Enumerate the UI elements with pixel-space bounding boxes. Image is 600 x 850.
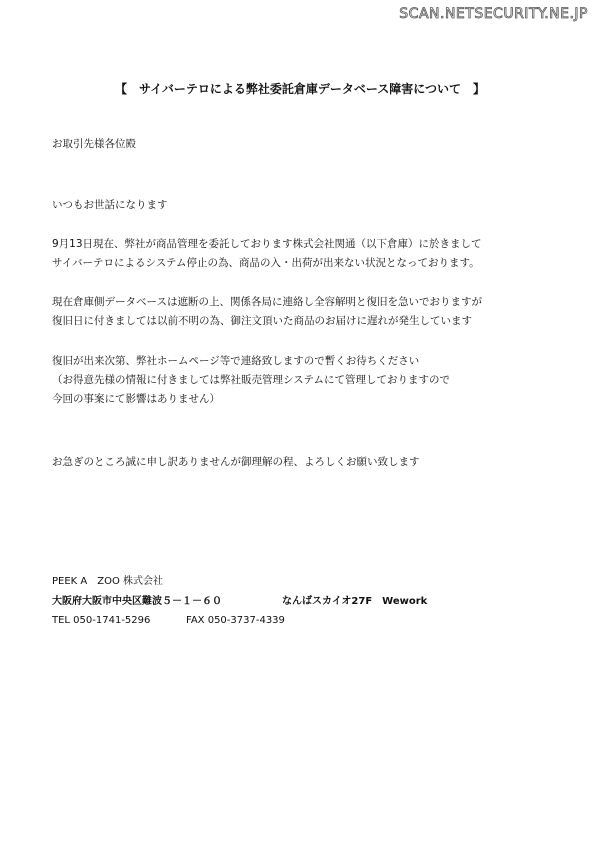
- greeting: いつもお世話になります: [52, 199, 168, 211]
- company-building: なんばスカイオ27F Wework: [282, 596, 428, 607]
- paragraph3-line1: 復旧が出来次第、弊社ホームページ等で連絡致しますので暫くお待ちください: [52, 355, 420, 367]
- closing-line: お急ぎのところ誠に申し訳ありませんが御理解の程、よろしくお願い致します: [52, 456, 420, 468]
- paragraph1-line1: 9月13日現在、弊社が商品管理を委託しております株式会社関通（以下倉庫）に於きまして: [52, 238, 482, 250]
- company-fax: FAX 050-3737-4339: [186, 615, 285, 626]
- site-watermark: SCAN.NETSECURITY.NE.JP: [399, 6, 588, 22]
- paragraph3-line3: 今回の事案にて影響はありません）: [52, 393, 220, 405]
- company-address: 大阪府大阪市中央区難波５－１－６０: [52, 596, 222, 607]
- paragraph2-line1: 現在倉庫側データベースは遮断の上、関係各局に連絡し全容解明と復旧を急いでおりますが: [52, 296, 482, 308]
- notice-title: 【 サイバーテロによる弊社委託倉庫データベース障害について 】: [114, 82, 486, 96]
- paragraph1-line2: サイバーテロによるシステム停止の為、商品の入・出荷が出来ない状況となっております。: [52, 257, 480, 269]
- paragraph2-line2: 復旧日に付きましては以前不明の為、御注文頂いた商品のお届けに遅れが発生しています: [52, 315, 472, 327]
- addressee: お取引先様各位殿: [52, 138, 136, 150]
- company-tel: TEL 050-1741-5296: [52, 615, 151, 626]
- paragraph3-line2: （お得意先様の情報に付きましては弊社販売管理システムにて管理しておりますので: [52, 374, 450, 386]
- company-name: PEEK A ZOO 株式会社: [52, 576, 164, 587]
